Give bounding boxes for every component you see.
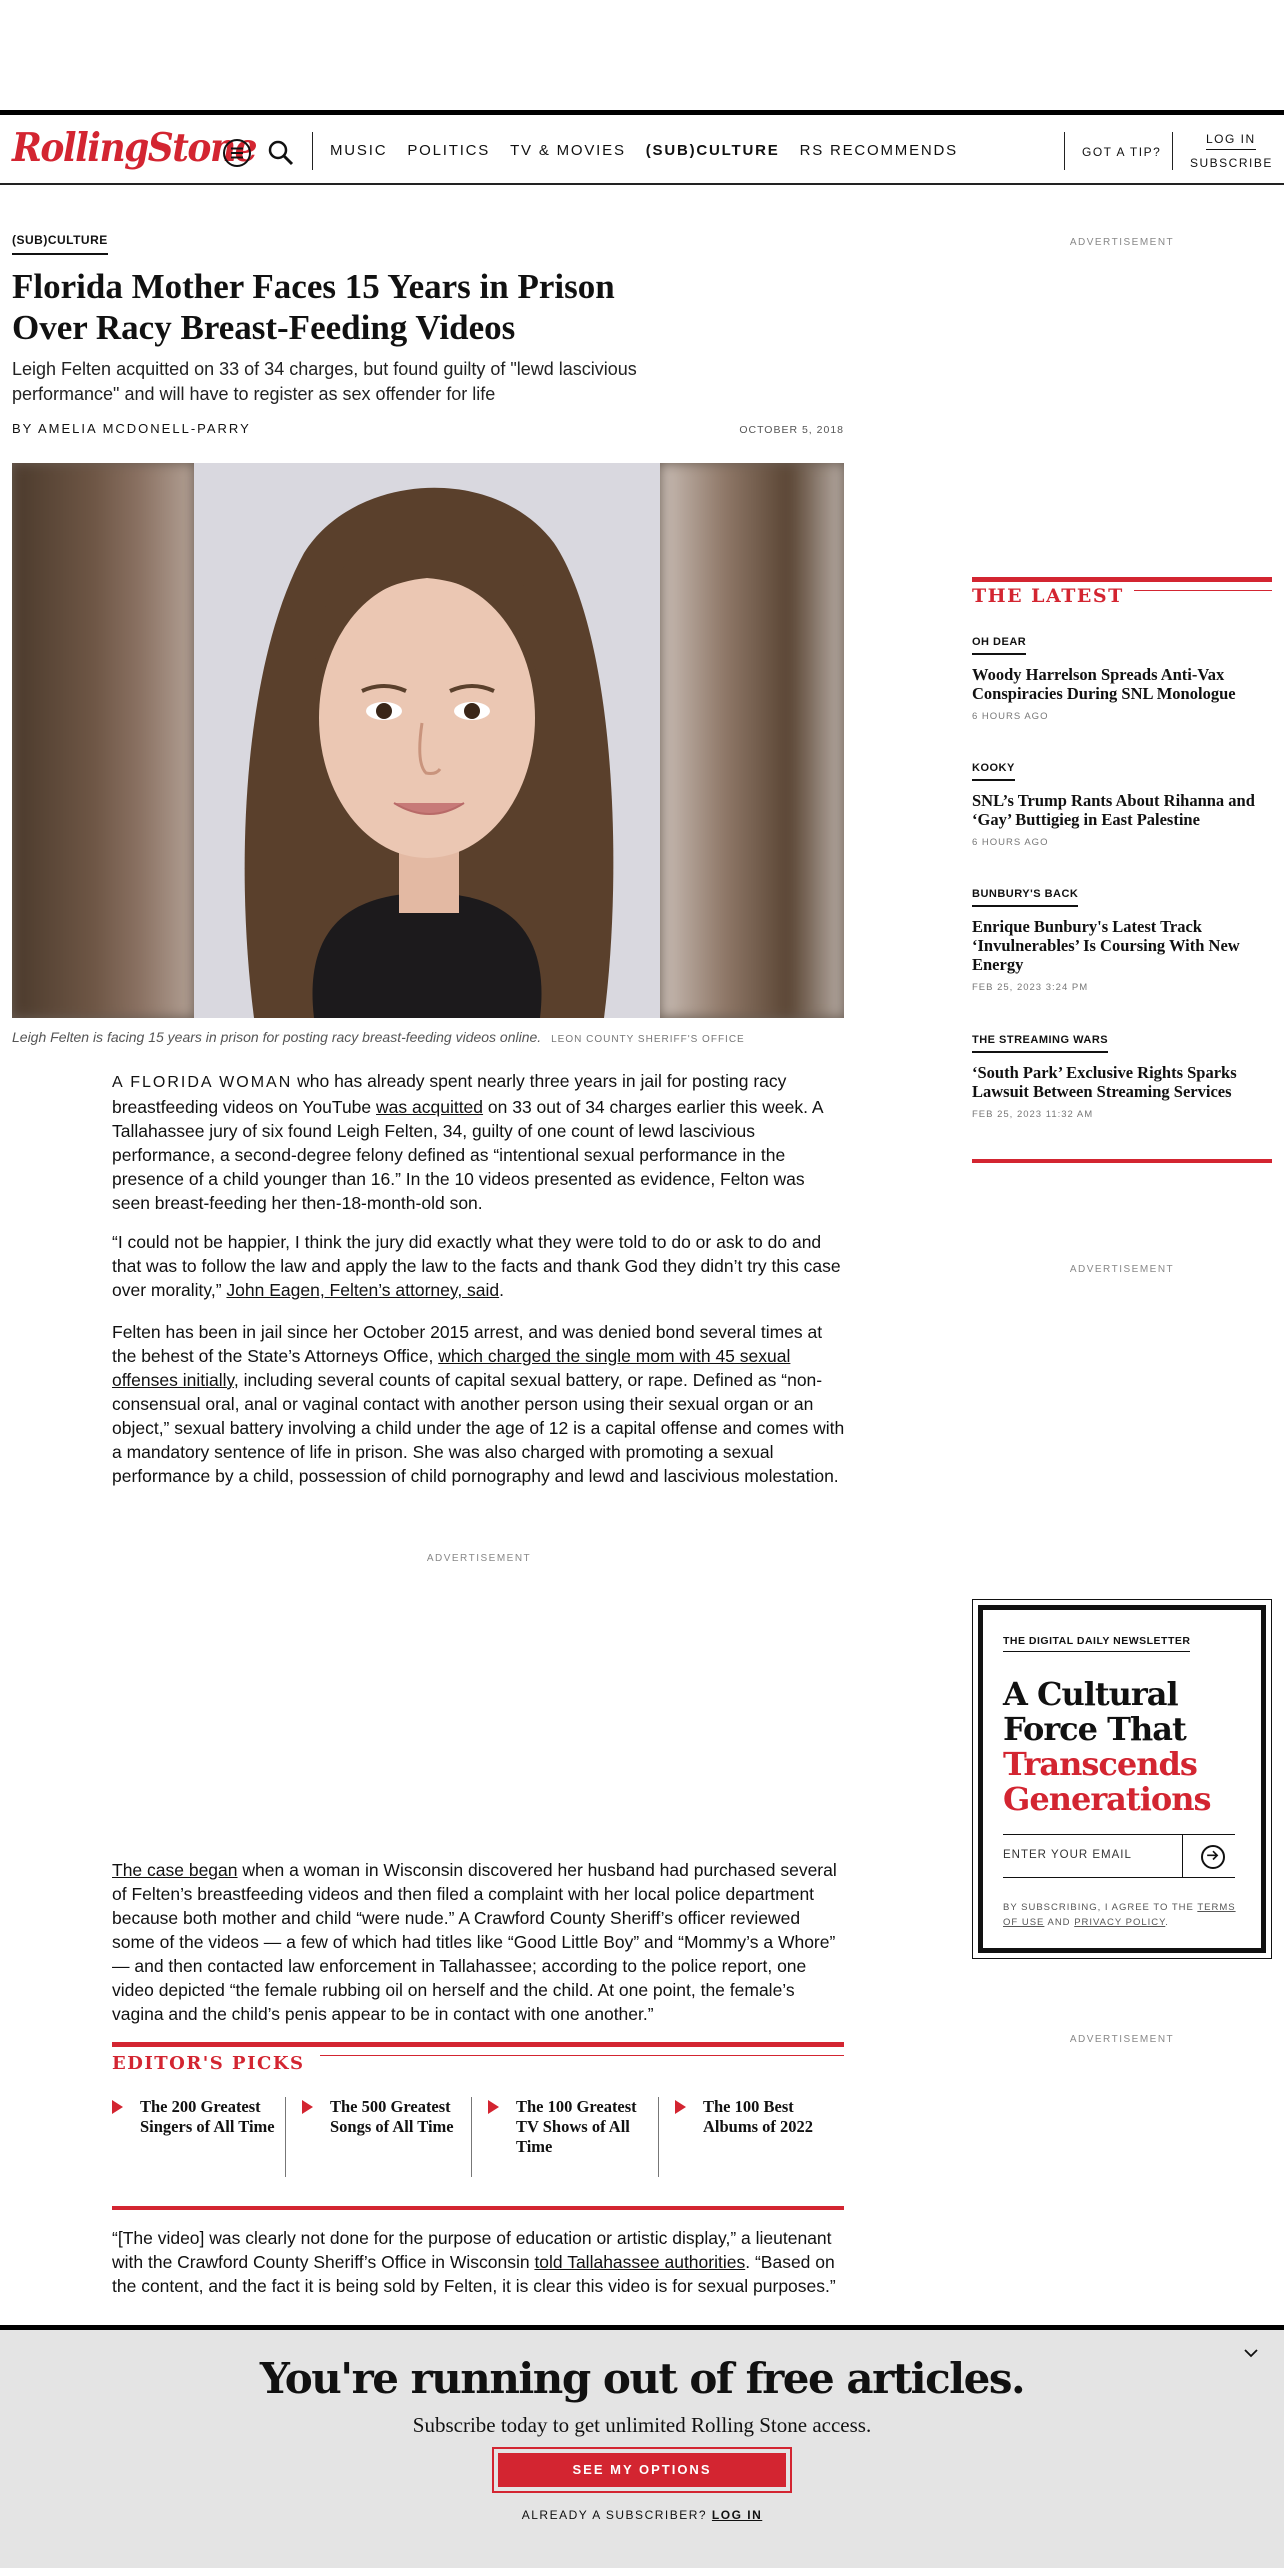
fine-print-text: BY SUBSCRIBING, I AGREE TO THE: [1003, 1902, 1198, 1913]
latest-headline[interactable]: SNL’s Trump Rants About Rihanna and ‘Gay’ Buttigieg in East Palestine: [972, 791, 1255, 829]
editors-picks-divider: [471, 2097, 472, 2177]
newsletter-label: THE DIGITAL DAILY NEWSLETTER: [1003, 1635, 1190, 1652]
privacy-policy-link[interactable]: PRIVACY POLICY: [1074, 1917, 1166, 1928]
button-label[interactable]: SEE MY OPTIONS: [498, 2453, 786, 2487]
publish-date: OCTOBER 5, 2018: [739, 424, 844, 436]
menu-icon[interactable]: [222, 138, 252, 168]
paragraph-text: “[The video] was clearly not done for the purpose of education or artistic display,” a lieutenant with the Crawford County Sheriff’s Office in Wisconsin: [112, 2228, 832, 2272]
play-triangle-icon: [302, 2100, 313, 2114]
email-placeholder[interactable]: ENTER YOUR EMAIL: [1003, 1849, 1132, 1861]
newsletter-headline-red: Transcends Generations: [1003, 1745, 1211, 1818]
see-my-options-button[interactable]: [492, 2447, 792, 2493]
paywall-banner: [0, 2330, 1284, 2568]
nav-politics[interactable]: POLITICS: [407, 142, 491, 159]
latest-bottom-rule: [972, 1159, 1272, 1163]
nav-subculture[interactable]: (SUB)CULTURE: [645, 142, 780, 159]
header-divider: [312, 132, 313, 170]
already-subscriber: [0, 2508, 1284, 2522]
advertisement-label: ADVERTISEMENT: [1069, 2034, 1175, 2045]
paragraph-text: on 33 out of 34 charges earlier this week. A Tallahassee jury of six found Leigh Felten, 34, guilty of one count of lewd lascivious performance, a second-degree felony defined as “intentional sexual performance in the presence of a child younger than 16.” In the 10 videos presented as evidence, Felton was seen breast-feeding her then-18-month-old son.: [112, 1097, 823, 1213]
site-header: [0, 118, 1284, 185]
advertisement-label: ADVERTISEMENT: [1069, 237, 1175, 248]
newsletter-fine-print: [1003, 1900, 1243, 1930]
email-field-divider: [1182, 1835, 1183, 1877]
article-subhead: Leigh Felten acquitted on 33 of 34 charges, but found guilty of "lewd lascivious performance" and will have to register as sex offender for life: [12, 359, 637, 404]
article-paragraph: [112, 1069, 846, 1215]
newsletter-signup: [972, 1599, 1272, 1959]
article-photo: [12, 463, 844, 1018]
byline[interactable]: BY AMELIA MCDONELL-PARRY: [12, 421, 251, 436]
latest-time: 6 HOURS AGO: [972, 837, 1049, 848]
latest-headline[interactable]: Woody Harrelson Spreads Anti-Vax Conspiracies During SNL Monologue: [972, 665, 1236, 703]
nav-tv-movies[interactable]: TV & MOVIES: [510, 142, 626, 159]
photo-blur-left: [12, 463, 194, 1018]
editors-pick-title[interactable]: The 100 Best Albums of 2022: [703, 2097, 814, 2136]
article-paragraph: [112, 1858, 846, 2026]
subscribe-link[interactable]: SUBSCRIBE: [1190, 156, 1273, 170]
paywall-subtext: Subscribe today to get unlimited Rolling Stone access.: [412, 2413, 872, 2437]
main-nav: [330, 142, 958, 159]
editors-picks-bottom-rule: [112, 2206, 844, 2210]
newsletter-headline-black: A Cultural Force That: [1003, 1675, 1186, 1748]
terms-of-use-link[interactable]: TERMS OF USE: [1003, 1902, 1236, 1928]
article-paragraph: [112, 1230, 846, 1302]
got-a-tip-link[interactable]: GOT A TIP?: [1082, 145, 1162, 159]
already-subscriber-text: ALREADY A SUBSCRIBER?: [521, 2508, 712, 2522]
latest-title: THE LATEST: [972, 585, 1134, 607]
editors-pick-title[interactable]: The 200 Greatest Singers of All Time: [140, 2097, 275, 2136]
editors-pick-title[interactable]: The 100 Greatest TV Shows of All Time: [516, 2097, 637, 2156]
paragraph-text: , including several counts of capital sexual battery, or rape. Defined as “non-consensual oral, anal or vaginal contact with another person using their sexual organ or an object,” sexual battery involving a child under the age of 12 is a capital offense and comes with a mandatory sentence of life in prison. She was also charged with promoting a sexual performance by a child, possession of child pornography and lewd and lascivious molestation.: [112, 1370, 845, 1486]
play-triangle-icon: [488, 2100, 499, 2114]
nav-music[interactable]: MUSIC: [330, 142, 388, 159]
latest-thin-rule: [1130, 590, 1272, 591]
link-attorney-said[interactable]: John Eagen, Felten’s attorney, said: [226, 1280, 500, 1300]
latest-category[interactable]: BUNBURY'S BACK: [972, 888, 1078, 907]
editors-picks-divider: [285, 2097, 286, 2177]
article-category[interactable]: (SUB)CULTURE: [12, 233, 108, 255]
nav-rs-recommends[interactable]: RS RECOMMENDS: [799, 142, 958, 159]
latest-time: FEB 25, 2023 11:32 AM: [972, 1109, 1094, 1120]
link-was-acquitted[interactable]: was acquitted: [376, 1097, 484, 1117]
paywall-login-link[interactable]: LOG IN: [711, 2508, 763, 2522]
newsletter-headline: [1003, 1677, 1253, 1817]
latest-item[interactable]: [972, 632, 1272, 722]
email-field[interactable]: [1003, 1834, 1235, 1878]
header-divider: [1064, 132, 1065, 170]
article-headline: Florida Mother Faces 15 Years in Prison Over Racy Breast-Feeding Videos: [12, 267, 615, 347]
latest-headline[interactable]: Enrique Bunbury's Latest Track ‘Invulnerables’ Is Coursing With New Energy: [972, 917, 1240, 974]
article-paragraph: [112, 2226, 846, 2298]
paragraph-text: . “Based on the content, and the fact it is being sold by Felten, it is clear this video is for sexual purposes.”: [112, 2252, 836, 2296]
photo-blur-right: [660, 463, 844, 1018]
top-rule: [0, 110, 1284, 115]
caption-text: Leigh Felten is facing 15 years in prison for posting racy breast-feeding videos online.: [12, 1029, 542, 1045]
fine-print-text: AND: [1044, 1917, 1075, 1928]
latest-rule: [972, 577, 1272, 582]
paragraph-text: .: [499, 1280, 505, 1300]
latest-item[interactable]: [972, 758, 1272, 848]
latest-headline[interactable]: ‘South Park’ Exclusive Rights Sparks Lawsuit Between Streaming Services: [972, 1063, 1237, 1101]
editors-picks-divider: [658, 2097, 659, 2177]
newsletter-inner: [978, 1605, 1266, 1953]
search-icon[interactable]: [266, 138, 296, 168]
submit-arrow-icon[interactable]: [1201, 1845, 1225, 1869]
rolling-stone-logo[interactable]: RollingStone: [12, 125, 257, 171]
link-case-began[interactable]: The case began: [112, 1860, 238, 1880]
mugshot-photo: [194, 463, 660, 1018]
play-triangle-icon: [675, 2100, 686, 2114]
latest-item[interactable]: [972, 1030, 1272, 1120]
editors-picks-rule: [112, 2042, 844, 2047]
paywall-headline: You're running out of free articles.: [259, 2354, 1025, 2403]
latest-time: 6 HOURS AGO: [972, 711, 1049, 722]
paragraph-text: when a woman in Wisconsin discovered her husband had purchased several of Felten’s breastfeeding videos and then filed a complaint with her local police department because both mother and child “were nude.” A Crawford County Sheriff’s officer reviewed some of the videos — a few of which had titles like “Good Little Boy” and “Mommy’s a Whore” — and then contacted law enforcement in Tallahassee; according to the police report, one video depicted “the female rubbing oil on herself and the child. At one point, the female’s vagina and the child’s penis appear to be in contact with one another.”: [112, 1860, 837, 2024]
editors-pick-title[interactable]: The 500 Greatest Songs of All Time: [330, 2097, 454, 2136]
header-divider: [1172, 132, 1173, 170]
latest-time: FEB 25, 2023 3:24 PM: [972, 982, 1089, 993]
paragraph-text: Felten has been in jail since her October 2015 arrest, and was denied bond several times at the behest of the State’s Attorneys Office,: [112, 1322, 823, 1366]
photo-caption: [12, 1029, 745, 1045]
advertisement-label: ADVERTISEMENT: [1069, 1264, 1175, 1275]
photo-credit: LEON COUNTY SHERIFF'S OFFICE: [551, 1034, 745, 1045]
link-told-authorities[interactable]: told Tallahassee authorities: [534, 2252, 746, 2272]
article-paragraph: [112, 1320, 846, 1488]
lede-caps: A FLORIDA WOMAN: [112, 1074, 293, 1091]
paragraph-text: who has already spent nearly three years in jail for posting racy breastfeeding videos on YouTube: [112, 1071, 787, 1117]
advertisement-label: ADVERTISEMENT: [426, 1553, 532, 1564]
editors-picks-title: EDITOR'S PICKS: [112, 2053, 314, 2074]
login-link[interactable]: LOG IN: [1206, 132, 1256, 150]
fine-print-text: .: [1165, 1917, 1169, 1928]
latest-category[interactable]: KOOKY: [972, 762, 1015, 781]
link-charged-initially[interactable]: which charged the single mom with 45 sexual offenses initially: [112, 1346, 791, 1390]
paragraph-text: “I could not be happier, I think the jury did exactly what they were told to do or ask to do and that was to follow the law and apply the law to the facts and thank God they didn’t try this case over morality,”: [112, 1232, 841, 1300]
latest-category[interactable]: THE STREAMING WARS: [972, 1034, 1108, 1053]
editors-picks-thin-rule: [320, 2055, 844, 2056]
play-triangle-icon: [112, 2100, 123, 2114]
latest-category[interactable]: OH DEAR: [972, 636, 1026, 655]
latest-item[interactable]: [972, 884, 1272, 993]
